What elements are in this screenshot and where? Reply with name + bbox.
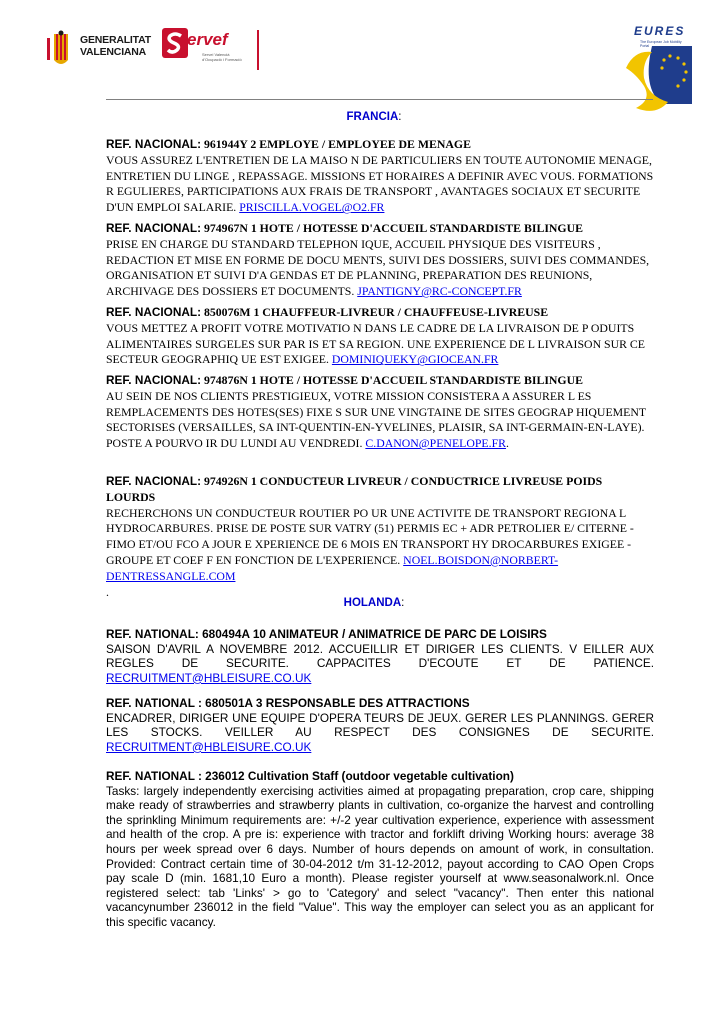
job-heading: REF. NATIONAL: 680494A 10 ANIMATEUR / ANIMATRICE DE PARC DE LOISIRS: [106, 627, 547, 641]
contact-email-link[interactable]: RECRUITMENT@HBLEISURE.CO.UK: [106, 739, 312, 754]
job-description: VOUS METTEZ A PROFIT VOTRE MOTIVATIO N DANS LE CADRE DE LA LIVRAISON DE P ODUITS ALIMENTAIRES SURGELES SUR PAR IS ET SA REGION. UNE EXPERIENCE DE L LIVRAISON SUR CE SECTEUR GEOGRAPHIQ UE EST EXIGEE.: [106, 320, 646, 367]
servef-subtitle: Servei Valencià d'Ocupació i Formació: [202, 52, 242, 62]
contact-email-link[interactable]: DOMINIQUEKY@GIOCEAN.FR: [331, 352, 499, 367]
job-offer: [106, 137, 654, 216]
servef-s-icon: [162, 28, 188, 58]
contact-email-link[interactable]: JPANTIGNY@RC-CONCEPT.FR: [357, 284, 522, 299]
contact-email-link[interactable]: RECRUITMENT@HBLEISURE.CO.UK: [106, 670, 312, 685]
job-offer: [106, 221, 654, 300]
generalitat-valenciana-logo: [46, 30, 156, 70]
servef-wordmark: ervef: [187, 30, 228, 49]
eures-emblem-icon: [622, 38, 692, 122]
eures-wordmark: EURES: [634, 24, 686, 38]
job-title: 974967N 1 HOTE / HOTESSE D'ACCUEIL STANDARDISTE BILINGUE: [201, 221, 583, 235]
job-description: VOUS ASSUREZ L'ENTRETIEN DE LA MAISO N DE PARTICULIERS EN TOUTE AUTONOMIE MENAGE, ENTRETIEN DU LINGE , REPASSAGE. MISSIONS ET HORAIRES A DEFINIR AVEC VOUS. FORMATIONS R EGULIERES, PARTICIPATIONS AUX FRAIS DE TRANSPORT , AVANTAGES SOCIAUX ET SECURITE D'UN EMPLOI SALARIE.: [106, 152, 654, 215]
contact-email-link[interactable]: NOEL.BOISDON@NORBERT-DENTRESSANGLE.COM: [106, 552, 559, 583]
eures-subtitle: The European Job Mobility Portal: [640, 40, 682, 48]
job-offer: [106, 305, 654, 368]
job-heading: REF. NATIONAL : 680501A 3 RESPONSABLE DES ATTRACTIONS: [106, 696, 470, 710]
job-offer: [106, 627, 654, 685]
job-offer: [106, 769, 654, 930]
ref-label: REF. NACIONAL:: [106, 474, 202, 488]
job-title: 961944Y 2 EMPLOYE / EMPLOYEE DE MENAGE: [201, 137, 471, 151]
job-title: 850076M 1 CHAUFFEUR-LIVREUR / CHAUFFEUSE-LIVREUSE: [201, 305, 549, 319]
contact-email-link[interactable]: C.DANON@PENELOPE.FR: [365, 436, 507, 451]
job-description: ENCADRER, DIRIGER UNE EQUIPE D'OPERA TEURS DE JEUX. GERER LES PLANNINGS. GERER LES STOCKS. VEILLER AU RESPECT DES CONSIGNES DE SECURITE.: [106, 710, 654, 740]
servef-divider: [257, 30, 259, 70]
section-title-francia: FRANCIA:: [346, 111, 402, 123]
trailing-punctuation: .: [506, 436, 509, 451]
job-offer: [106, 373, 654, 452]
ref-label: REF. NACIONAL:: [106, 221, 202, 235]
contact-email-link[interactable]: PRISCILLA.VOGEL@O2.FR: [239, 200, 385, 215]
section-title-holanda: HOLANDA:: [343, 597, 405, 609]
ref-label: REF. NACIONAL:: [106, 373, 202, 387]
header-rule: [106, 99, 653, 100]
job-offer: [106, 696, 654, 754]
job-description: PRISE EN CHARGE DU STANDARD TELEPHON IQUE, ACCUEIL PHYSIQUE DES VISITEURS , REDACTION ET MISE EN FORME DE DOCU MENTS, SUIVI DES DOSSIERS, SUIVI DES COMMANDES, ORGANISATION ET SUIVI D'A GENDAS ET DE PLANNING, PREPARATION DES REUNIONS, ARCHIVAGE DES DOSSIERS ET DOCUMENTS.: [106, 236, 650, 299]
job-description: AU SEIN DE NOS CLIENTS PRESTIGIEUX, VOTRE MISSION CONSISTERA A ASSURER L ES REMPLACEMENTS DES HOTES(SES) FIXE S SUR UNE VINGTAINE DE SITES GEOGRAP HIQUEMENT SECTORISES (VERSAILLES, SA INT-QUENTIN-EN-YVELINES, PLAISIR, SA INT-GERMAIN-EN-LAYE). POSTE A POURVO IR DU LUNDI AU VENDREDI.: [106, 388, 646, 451]
eures-logo: [622, 20, 692, 122]
job-description: Tasks: largely independently exercising activities aimed at propagating preparation, crop care, shipping make ready of strawberries and strawberry plants in cultivation, co-organize the harvest and controlling the sprinkling Minimum requirements are: +/-2 year cultivation experience, experience with assessment and health of the crop. A pre is: experience with tractor and forklift driving Working hours: average 38 hours per week spread over 6 days. Number of hours depends on amount of work, in consultation. Provided: Contract certain time of 30-04-2012 t/m 31-12-2012, payout according to CAO Open Crops pay scale D (min. 1681,10 Euro a month). Please register yourself at www.seasonalwork.nl. Once registered select: tab 'Links' > go to 'Category' and select "vacancy". Then enter this national vacancynumber 236012 in the field "Value". This way the employer can select you as an applicant for this specific vacancy.: [106, 783, 654, 929]
servef-logo: [162, 28, 262, 72]
generalitat-emblem-icon: [46, 30, 76, 68]
job-description: RECHERCHONS UN CONDUCTEUR ROUTIER PO UR UNE ACTIVITE DE TRANSPORT REGIONA L HYDROCARBURES. PRISE DE POSTE SUR VATRY (51) PERMIS EC + ADR PETROLIER E/ CITERNE - FIMO ET/OU FCO A JOUR E XPERIENCE DE 6 MOIS EN TRANSPORT HY DROCARBURES EXIGEE - GROUPE ET COEF F EN FONCTION DE L'EXPERIENCE.: [106, 505, 634, 567]
job-heading: REF. NATIONAL : 236012 Cultivation Staff (outdoor vegetable cultivation): [106, 769, 514, 783]
job-description: SAISON D'AVRIL A NOVEMBRE 2012. ACCUEILLIR ET DIRIGER LES CLIENTS. V EILLER AUX REGLES DE SECURITE. CAPPACITES D'ECOUTE ET DE PATIENCE.: [106, 641, 654, 671]
ref-label: REF. NACIONAL:: [106, 137, 202, 151]
job-title: 974926N 1 CONDUCTEUR LIVREUR / CONDUCTRICE LIVREUSE POIDS LOURDS: [106, 474, 603, 504]
job-title: 974876N 1 HOTE / HOTESSE D'ACCUEIL STANDARDISTE BILINGUE: [201, 373, 583, 387]
generalitat-logo-text: GENERALITAT VALENCIANA: [80, 34, 151, 58]
ref-label: REF. NACIONAL:: [106, 305, 202, 319]
job-offer: [106, 474, 654, 600]
stray-dot: .: [106, 584, 109, 599]
